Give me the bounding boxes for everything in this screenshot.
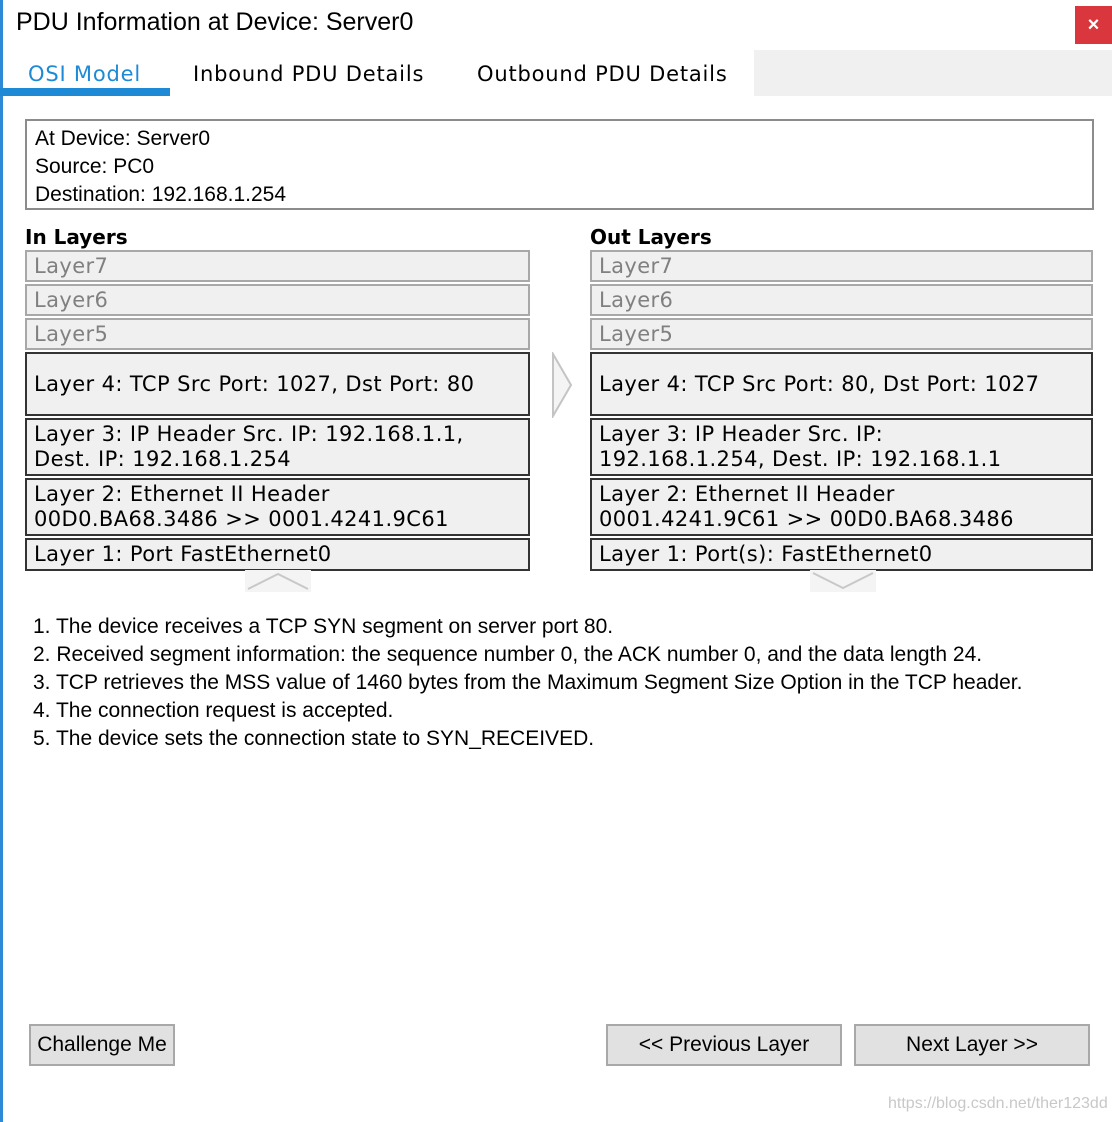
- close-button[interactable]: ×: [1075, 6, 1112, 44]
- tab-inbound-pdu-details[interactable]: Inbound PDU Details: [193, 62, 425, 86]
- in-layer-2-line-1: Layer 2: Ethernet II Header: [34, 482, 330, 506]
- list-item: 5. The device sets the connection state to SYN_RECEIVED.: [33, 727, 595, 750]
- out-layers-heading: Out Layers: [590, 225, 712, 249]
- in-layer-1[interactable]: Layer 1: Port FastEthernet0: [25, 538, 530, 571]
- window-left-edge: [0, 0, 3, 1122]
- tab-bar-filler: [754, 50, 1112, 96]
- challenge-me-button[interactable]: Challenge Me: [29, 1024, 175, 1066]
- out-layer-3[interactable]: [590, 418, 1093, 476]
- in-layer-4[interactable]: Layer 4: TCP Src Port: 1027, Dst Port: 80: [25, 352, 530, 416]
- out-layer-5[interactable]: Layer5: [590, 318, 1093, 350]
- out-layer-3-line-1: Layer 3: IP Header Src. IP:: [599, 422, 884, 446]
- active-tab-indicator: [0, 88, 170, 96]
- in-layer-3-line-2: Dest. IP: 192.168.1.254: [34, 447, 292, 471]
- chevron-up-icon[interactable]: [245, 570, 311, 592]
- tab-osi-model[interactable]: OSI Model: [28, 62, 141, 86]
- out-layer-2[interactable]: [590, 478, 1093, 536]
- in-layer-6[interactable]: Layer6: [25, 284, 530, 316]
- in-layer-3-line-1: Layer 3: IP Header Src. IP: 192.168.1.1,: [34, 422, 464, 446]
- layer-description-list: [33, 613, 1022, 753]
- out-layer-4[interactable]: Layer 4: TCP Src Port: 80, Dst Port: 1027: [590, 352, 1093, 416]
- next-layer-button[interactable]: Next Layer >>: [854, 1024, 1090, 1066]
- device-info-box: [25, 119, 1094, 210]
- out-layer-3-line-2: 192.168.1.254, Dest. IP: 192.168.1.1: [599, 447, 1002, 471]
- out-layer-6[interactable]: Layer6: [590, 284, 1093, 316]
- watermark-text: https://blog.csdn.net/ther123dd: [888, 1095, 1108, 1112]
- list-item: 4. The connection request is accepted.: [33, 699, 394, 722]
- in-layer-3[interactable]: [25, 418, 530, 476]
- at-device-text: At Device: Server0: [35, 127, 211, 150]
- window-title: PDU Information at Device: Server0: [16, 8, 414, 36]
- in-layer-2-line-2: 00D0.BA68.3486 >> 0001.4241.9C61: [34, 507, 449, 531]
- chevron-right-icon: [551, 352, 573, 418]
- in-layer-5[interactable]: Layer5: [25, 318, 530, 350]
- out-layer-1[interactable]: Layer 1: Port(s): FastEthernet0: [590, 538, 1093, 571]
- list-item: 3. TCP retrieves the MSS value of 1460 bytes from the Maximum Segment Size Option in the TCP header.: [33, 671, 1023, 694]
- chevron-down-icon[interactable]: [810, 570, 876, 592]
- tab-outbound-pdu-details[interactable]: Outbound PDU Details: [477, 62, 728, 86]
- out-layer-2-line-1: Layer 2: Ethernet II Header: [599, 482, 895, 506]
- source-text: Source: PC0: [35, 155, 155, 178]
- in-layer-7[interactable]: Layer7: [25, 250, 530, 282]
- out-layer-7[interactable]: Layer7: [590, 250, 1093, 282]
- in-layer-2[interactable]: [25, 478, 530, 536]
- out-layer-2-line-2: 0001.4241.9C61 >> 00D0.BA68.3486: [599, 507, 1014, 531]
- list-item: 2. Received segment information: the sequence number 0, the ACK number 0, and the data length 24.: [33, 643, 983, 666]
- in-layers-heading: In Layers: [25, 225, 128, 249]
- list-item: 1. The device receives a TCP SYN segment on server port 80.: [33, 615, 614, 638]
- destination-text: Destination: 192.168.1.254: [35, 183, 287, 206]
- previous-layer-button[interactable]: << Previous Layer: [606, 1024, 842, 1066]
